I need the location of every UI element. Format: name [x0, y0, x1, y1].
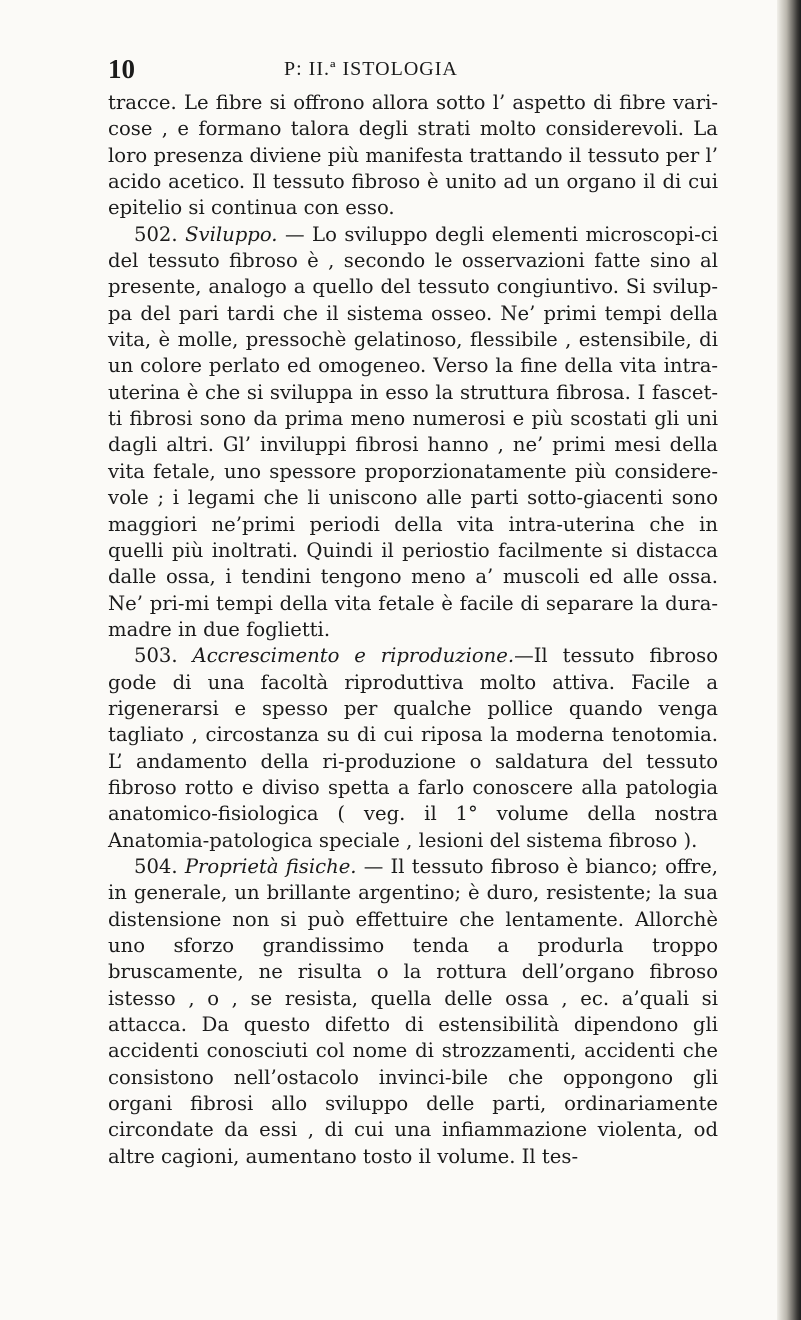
paragraph-503	[108, 643, 718, 854]
section-number: 502.	[134, 222, 178, 246]
section-number: 503.	[134, 644, 178, 668]
page-header	[108, 48, 708, 88]
body-text	[108, 90, 718, 1170]
running-head: P: II.ª ISTOLOGIA	[284, 58, 458, 80]
page-number: 10	[108, 54, 135, 84]
paragraph-502	[108, 222, 718, 644]
section-heading: Accrescimento e riproduzione.	[192, 644, 515, 668]
paragraph-text: — Lo sviluppo degli elementi microscopi-ci del tessuto fibroso è , secondo le osservazioni fatte sino al presente, analogo a quello del tessuto congiuntivo. Si svilup-pa del pari tardi che il sistema osseo. Ne’ primi tempi della vita, è molle, pressochè gelatinoso, flessibile , estensibile, di un colore perlato ed omogeneo. Verso la fine della vita intra-uterina è che si sviluppa in esso la struttura fibrosa. I fascet-ti fibrosi sono da prima meno numerosi e più scostati gli uni dagli altri. Gl’ inviluppi fibrosi hanno , ne’ primi mesi della vita fetale, uno spessore proporzionatamente più considere-vole ; i legami che li uniscono alle parti sotto-giacenti sono maggiori ne’primi periodi della vita intra-uterina che in quelli più inoltrati. Quindi il periostio facilmente si distacca dalle ossa, i tendini tengono meno a’ muscoli ed alle ossa. Ne’ pri-mi tempi della vita fetale è facile di separare la dura-madre in due foglietti.	[108, 222, 718, 641]
paragraph-text: — Il tessuto fibroso è bianco; offre, in generale, un brillante argentino; è duro, resistente; la sua distensione non si può effettuire che lentamente. Allorchè uno sforzo grandissimo tenda a produrla troppo bruscamente, ne risulta o la rottura dell’organo fibroso istesso , o , se resista, quella delle ossa , ec. a’quali si attacca. Da questo difetto di estensibilità dipendono gli accidenti conosciuti col nome di strozzamenti, accidenti che consistono nell’ostacolo invinci-bile che oppongono gli organi fibrosi allo sviluppo delle parti, ordinariamente circondate da essi , di cui una infiammazione violenta, od altre cagioni, aumentano tosto il volume. Il tes-	[108, 854, 718, 1168]
page-edge-shadow	[777, 0, 801, 1320]
section-heading: Sviluppo.	[185, 222, 278, 246]
section-heading: Proprietà fisiche.	[184, 854, 357, 878]
paragraph-text: tracce. Le fibre si offrono allora sotto l’ aspetto di fibre vari-cose , e formano talora degli strati molto considerevoli. La loro presenza diviene più manifesta trattando il tessuto per l’ acido acetico. Il tessuto fibroso è unito ad un organo il di cui epitelio si continua con esso.	[108, 91, 718, 220]
paragraph-continuation	[108, 90, 718, 222]
paragraph-504	[108, 854, 718, 1170]
paragraph-text: —Il tessuto fibroso gode di una facoltà riproduttiva molto attiva. Facile a rigenerarsi e spesso per qualche pollice quando venga tagliato , circostanza su di cui riposa la moderna tenotomia. L’ andamento della ri-produzione o saldatura del tessuto fibroso rotto e diviso spetta a farlo conoscere alla patologia anatomico-fisiologica ( veg. il 1° volume della nostra Anatomia-patologica speciale , lesioni del sistema fibroso ).	[108, 644, 718, 852]
section-number: 504.	[134, 854, 178, 878]
